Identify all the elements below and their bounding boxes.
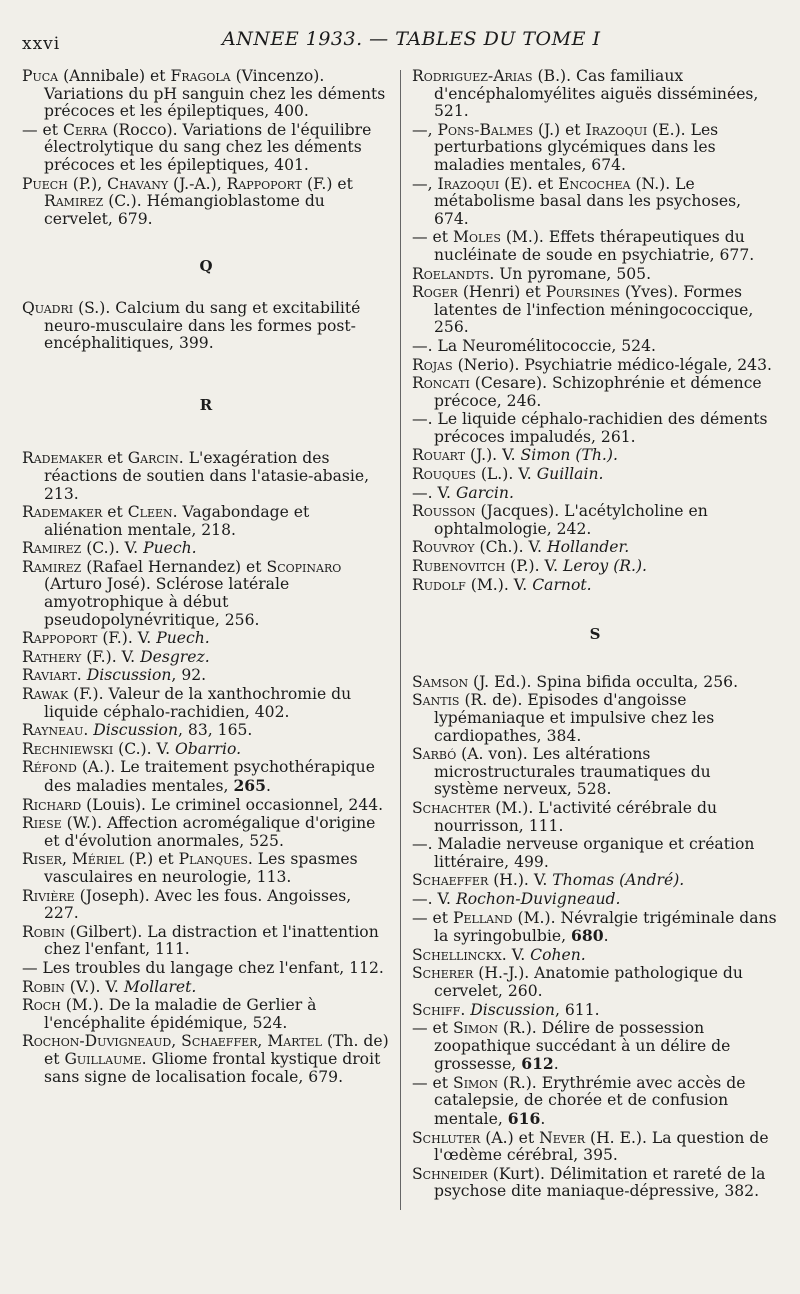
- entry-text: —. Maladie nerveuse organique et création littéraire, 499.: [412, 835, 755, 871]
- page-reference: 680: [571, 926, 604, 946]
- author-name: Ramirez: [44, 192, 104, 211]
- index-entry: [22, 1033, 390, 1086]
- entry-text: (J.) et: [533, 120, 586, 139]
- entry-text: (Louis). Le criminel occasionnel, 244.: [81, 795, 384, 814]
- cross-reference: Simon (Th.).: [520, 446, 618, 465]
- entry-text: (P.). V.: [505, 557, 563, 576]
- entry-text: (Joseph). Avec les fous. Angoisses, 227.: [44, 886, 352, 923]
- right-column: [412, 68, 778, 1202]
- index-entry: [22, 504, 390, 539]
- entry-text: ,: [257, 1032, 268, 1051]
- author-name: Encochea: [558, 174, 631, 193]
- author-name: Puech: [22, 174, 68, 193]
- entry-text: (M.). De la maladie de Gerlier à l'encéphalite épidémique, 524.: [44, 996, 317, 1032]
- entry-text: (Ch.). V.: [474, 538, 547, 557]
- entry-text: —,: [412, 120, 438, 139]
- cross-reference: Cohen.: [530, 945, 586, 964]
- discussion-label: Discussion: [470, 1000, 555, 1019]
- entry-text: — et: [22, 120, 64, 139]
- index-entry: [22, 630, 390, 648]
- cross-reference: Thomas (André).: [552, 871, 685, 890]
- author-name: Rademaker: [22, 503, 103, 522]
- entry-text: (M.). Névralgie trigéminale dans la syringobulbie,: [434, 908, 777, 946]
- author-name: Never: [539, 1128, 586, 1147]
- index-entry: [22, 686, 390, 721]
- entry-text: (C.). V.: [113, 739, 176, 758]
- author-name: Riser: [22, 850, 62, 869]
- cross-reference: Puech.: [143, 539, 197, 558]
- entry-text: (F.) et: [301, 174, 353, 193]
- author-name: Richard: [22, 795, 82, 814]
- entry-text: (Gilbert). La distraction et l'inattention chez l'enfant, 111.: [44, 922, 379, 959]
- cross-reference: Obarrio.: [175, 739, 242, 758]
- entry-text: (P.) et: [123, 850, 179, 869]
- author-name: Ramirez: [22, 557, 82, 576]
- index-entry: [22, 450, 390, 503]
- index-entry: [22, 667, 390, 685]
- index-entry: [412, 1166, 778, 1201]
- page-number: xxvi: [22, 34, 61, 54]
- index-entry: [22, 540, 390, 558]
- entry-text: (Henri) et: [457, 283, 546, 302]
- entry-text: et: [102, 449, 128, 468]
- entry-text: , 92.: [171, 666, 207, 685]
- index-entry: [412, 375, 778, 410]
- index-entry: [412, 674, 778, 692]
- index-entry: [412, 558, 778, 576]
- author-name: Simon: [453, 1019, 498, 1038]
- index-entry: [22, 815, 390, 850]
- entry-text: .: [266, 777, 271, 795]
- author-name: Robin: [22, 977, 65, 996]
- author-name: Rathery: [22, 647, 82, 666]
- entry-text: .: [553, 1055, 559, 1074]
- entry-text: (M.). L'activité cérébrale du nourrisson, 111.: [434, 798, 718, 835]
- entry-text: — et: [412, 228, 454, 247]
- entry-text: (J.). V.: [465, 446, 521, 465]
- entry-text: (P.),: [67, 174, 108, 193]
- index-entry: [22, 68, 390, 121]
- author-name: Cerra: [63, 120, 108, 139]
- index-entry: [22, 979, 390, 997]
- index-entry: [412, 338, 778, 356]
- author-name: Irazoqui: [585, 120, 648, 139]
- author-name: Samson: [412, 672, 469, 691]
- author-name: Planques: [178, 850, 248, 869]
- column-divider: [400, 70, 401, 1210]
- entry-text: (V.). V.: [64, 977, 124, 996]
- entry-text: . Un pyromane, 505.: [489, 264, 652, 283]
- cross-reference: Leroy (R.).: [563, 557, 648, 576]
- section-letter-s: S: [589, 625, 601, 644]
- index-entry: [22, 122, 390, 175]
- entry-text: .: [76, 666, 87, 685]
- index-entry: [412, 910, 778, 946]
- author-name: Mériel: [71, 850, 124, 869]
- author-name: Guillaume: [64, 1049, 142, 1068]
- index-entry: [22, 176, 390, 229]
- author-name: Rousson: [412, 502, 476, 521]
- author-name: Schneider: [412, 1164, 488, 1183]
- entry-text: — Les troubles du langage chez l'enfant, 112.: [22, 958, 384, 977]
- entry-text: (Rocco). Variations de l'équilibre électrolytique du sang chez les déments précoces et les épileptiques, 401.: [44, 120, 372, 174]
- author-name: Rechniewski: [22, 739, 114, 758]
- entry-text: (Annibale) et: [58, 67, 171, 85]
- entry-text: (R.). Délire de possession zoopathique succédant à un délire de grossesse,: [434, 1019, 731, 1074]
- index-entry: [412, 947, 778, 965]
- index-entry: [412, 176, 778, 229]
- author-name: Cleen: [127, 503, 173, 522]
- index-entry: [412, 447, 778, 465]
- author-name: Rojas: [412, 355, 453, 374]
- entry-text: .: [83, 721, 94, 740]
- author-name: Sarbó: [412, 745, 457, 764]
- entry-text: (H.). V.: [488, 871, 553, 890]
- entry-text: .: [460, 1000, 471, 1019]
- index-entry: [412, 503, 778, 538]
- author-name: Simon: [453, 1073, 498, 1092]
- entry-text: (F.). Valeur de la xanthochromie du liquide céphalo-rachidien, 402.: [44, 685, 352, 721]
- entry-text: (A.). Le traitement psychothérapique des maladies mentales,: [44, 758, 375, 795]
- index-entry: [412, 800, 778, 835]
- entry-text: —. La Neuromélitococcie, 524.: [412, 336, 656, 355]
- index-entry: [22, 888, 390, 923]
- index-entry: [412, 485, 778, 503]
- index-entry: [22, 924, 390, 959]
- author-name: Irazoqui: [437, 174, 500, 193]
- entry-text: , 83, 165.: [178, 721, 253, 740]
- entry-text: (R.). Erythrémie avec accès de catalepsie, de chorée et de confusion mentale,: [434, 1073, 746, 1129]
- index-entry: [412, 68, 778, 121]
- entry-text: (H. E.). La question de l'œdème cérébral, 395.: [434, 1128, 769, 1165]
- author-name: Rayneau: [22, 721, 84, 740]
- index-entry: [22, 960, 390, 978]
- entry-text: (Jacques). L'acétylcholine en ophtalmologie, 242.: [434, 502, 708, 538]
- author-name: Roch: [22, 996, 61, 1015]
- author-name: Puca: [22, 67, 59, 85]
- author-name: Rappoport: [226, 174, 302, 193]
- page-reference: 265: [233, 776, 267, 795]
- index-entry: [22, 649, 390, 667]
- index-entry: [412, 692, 778, 745]
- author-name: Scopinaro: [266, 557, 342, 576]
- entry-text: (A. von). Les altérations microstructurales traumatiques du système nerveux, 528.: [434, 745, 711, 799]
- index-entry: [412, 266, 778, 284]
- cross-reference: Garcin.: [455, 483, 514, 502]
- index-entry: [412, 284, 778, 337]
- author-name: Roger: [412, 283, 458, 302]
- index-entry: [412, 1075, 778, 1129]
- index-entry: [412, 229, 778, 264]
- page-header: [22, 26, 770, 56]
- index-entry: [22, 559, 390, 629]
- author-name: Santis: [412, 691, 460, 710]
- author-name: Rivière: [22, 886, 75, 905]
- index-entry: [412, 411, 778, 446]
- section-letter-q: Q: [199, 257, 213, 276]
- author-name: Schachter: [412, 798, 491, 817]
- author-name: Ramirez: [22, 539, 82, 558]
- entry-text: (R. de). Episodes d'angoisse lypémaniaque et impulsive chez les cardiopathes, 384.: [434, 691, 715, 745]
- author-name: Riese: [22, 814, 62, 833]
- section-letter-r: R: [199, 395, 213, 414]
- index-entry: [22, 997, 390, 1032]
- author-name: Rudolf: [412, 575, 466, 594]
- cross-reference: Guillain.: [536, 465, 604, 484]
- entry-text: (N.). Le métabolisme basal dans les psychoses, 674.: [434, 174, 742, 228]
- index-entry: [412, 122, 778, 175]
- author-name: Rademaker: [22, 449, 103, 468]
- author-name: Quadri: [22, 298, 74, 317]
- cross-reference: Puech.: [156, 629, 210, 648]
- author-name: Chavany: [107, 174, 169, 193]
- index-entry: [412, 836, 778, 871]
- author-name: Rouart: [412, 446, 466, 465]
- author-name: Roncati: [412, 374, 470, 393]
- author-name: Schiff: [412, 1000, 461, 1019]
- index-entry: [412, 746, 778, 799]
- entry-text: —,: [412, 174, 438, 193]
- entry-text: (M.). V.: [465, 575, 533, 594]
- entry-text: (Kurt). Délimitation et rareté de la psychose dite maniaque-dépressive, 382.: [434, 1164, 766, 1201]
- entry-text: .: [540, 1110, 546, 1129]
- entry-text: (E.). Les perturbations glycémiques dans les maladies mentales, 674.: [434, 120, 719, 174]
- entry-text: (Rafael Hernandez) et: [81, 557, 267, 576]
- entry-text: .: [603, 927, 609, 946]
- index-entry: [412, 466, 778, 484]
- author-name: Moles: [453, 228, 501, 247]
- index-entry: [412, 577, 778, 595]
- index-entry: [22, 300, 390, 353]
- index-entry: [22, 851, 390, 886]
- entry-text: (M.). Effets thérapeutiques du nucléinate de soude en psychiatrie, 677.: [434, 228, 755, 264]
- entry-text: (Cesare). Schizophrénie et démence précoce, 246.: [434, 374, 762, 410]
- entry-text: (B.). Cas familiaux d'encéphalomyélites aiguës disséminées, 521.: [434, 67, 759, 121]
- entry-text: . L'exagération des réactions de soutien dans l'atasie-abasie, 213.: [44, 449, 370, 503]
- author-name: Rouvroy: [412, 538, 475, 557]
- discussion-label: Discussion: [86, 666, 172, 685]
- entry-text: ,: [61, 850, 72, 869]
- cross-reference: Mollaret.: [123, 977, 197, 996]
- cross-reference: Hollander.: [546, 538, 630, 557]
- entry-text: , 611.: [554, 1000, 600, 1019]
- entry-text: (F.). V.: [81, 647, 141, 666]
- entry-text: — et: [412, 908, 454, 927]
- index-entry: [412, 539, 778, 557]
- author-name: Pons-Balmes: [437, 120, 533, 139]
- index-entry: [22, 759, 390, 795]
- entry-text: —. Le liquide céphalo-rachidien des déments précoces impaludés, 261.: [412, 410, 768, 446]
- index-entry: [412, 357, 778, 375]
- entry-text: —. V.: [412, 889, 456, 908]
- author-name: Schaeffer: [181, 1032, 258, 1051]
- entry-text: ,: [171, 1032, 182, 1051]
- entry-text: (J. Ed.). Spina bifida occulta, 256.: [468, 672, 739, 691]
- entry-text: . Vagabondage et aliénation mentale, 218.: [44, 503, 310, 539]
- entry-text: (C.). V.: [81, 539, 144, 558]
- author-name: Garcin: [127, 449, 179, 468]
- author-name: Rubenovitch: [412, 557, 506, 576]
- index-entry: [22, 797, 390, 815]
- author-name: Rawak: [22, 685, 69, 704]
- entry-text: (H.-J.). Anatomie pathologique du cervelet, 260.: [434, 964, 743, 1000]
- author-name: Rochon-Duvigneaud: [22, 1032, 172, 1051]
- entry-text: (Yves). Formes latentes de l'infection méningococcique, 256.: [434, 283, 754, 337]
- entry-text: (Vincenzo). Variations du pH sanguin chez les déments précoces et les épileptiques, 400.: [44, 67, 386, 121]
- entry-text: —. V.: [412, 483, 456, 502]
- entry-text: — et: [412, 1073, 454, 1092]
- author-name: Rouques: [412, 465, 476, 484]
- author-name: Rodriguez-Arias: [412, 67, 533, 85]
- author-name: Rappoport: [22, 629, 98, 648]
- author-name: Schaeffer: [412, 871, 489, 890]
- entry-text: (C.). Hémangioblastome du cervelet, 679.: [44, 192, 325, 228]
- entry-text: (L.). V.: [475, 465, 537, 484]
- entry-text: (S.). Calcium du sang et excitabilité neuro-musculaire dans les formes post-encéphalitiques, 399.: [44, 298, 361, 353]
- author-name: Schellinckx: [412, 945, 502, 964]
- entry-text: (Th. de) et: [44, 1032, 389, 1068]
- index-entry: [22, 741, 390, 759]
- author-name: Pelland: [453, 908, 513, 927]
- index-entry: [412, 1130, 778, 1165]
- author-name: Robin: [22, 922, 65, 941]
- entry-text: (Arturo José). Sclérose latérale amyotrophique à début pseudopolynévritique, 256.: [44, 575, 290, 629]
- page-reference: 612: [521, 1054, 554, 1074]
- author-name: Poursines: [545, 283, 620, 302]
- author-name: Raviart: [22, 666, 77, 685]
- page-reference: 616: [507, 1109, 541, 1129]
- cross-reference: Rochon-Duvigneaud.: [455, 889, 621, 908]
- entry-text: (Nerio). Psychiatrie médico-légale, 243.: [452, 355, 772, 374]
- entry-text: — et: [412, 1019, 454, 1038]
- left-column: [22, 68, 390, 1087]
- index-entry: [412, 891, 778, 909]
- author-name: Martel: [267, 1032, 322, 1051]
- entry-text: (A.) et: [480, 1128, 540, 1147]
- entry-text: (E). et: [499, 174, 559, 193]
- index-entry: [22, 722, 390, 740]
- entry-text: (J.-A.),: [168, 174, 227, 193]
- entry-text: (F.). V.: [97, 629, 157, 648]
- author-name: Scherer: [412, 964, 474, 983]
- entry-text: . Les spasmes vasculaires en neurologie, 113.: [44, 850, 358, 886]
- entry-text: . V.: [501, 945, 531, 964]
- discussion-label: Discussion: [93, 721, 178, 740]
- author-name: Fragola: [170, 67, 231, 85]
- entry-text: et: [102, 503, 128, 522]
- cross-reference: Carnot.: [532, 575, 592, 594]
- index-entry: [412, 872, 778, 890]
- author-name: Schluter: [412, 1128, 481, 1147]
- entry-text: (W.). Affection acromégalique d'origine et d'évolution anormales, 525.: [44, 814, 376, 850]
- running-title: ANNEE 1933. — TABLES DU TOME I: [222, 28, 601, 50]
- author-name: Réfond: [22, 758, 77, 777]
- entry-text: . Gliome frontal kystique droit sans signe de localisation focale, 679.: [44, 1049, 381, 1086]
- author-name: Roelandts: [412, 264, 490, 283]
- index-entry: [412, 965, 778, 1000]
- cross-reference: Desgrez.: [140, 647, 210, 666]
- index-entry: [412, 1002, 778, 1020]
- index-entry: [412, 1020, 778, 1074]
